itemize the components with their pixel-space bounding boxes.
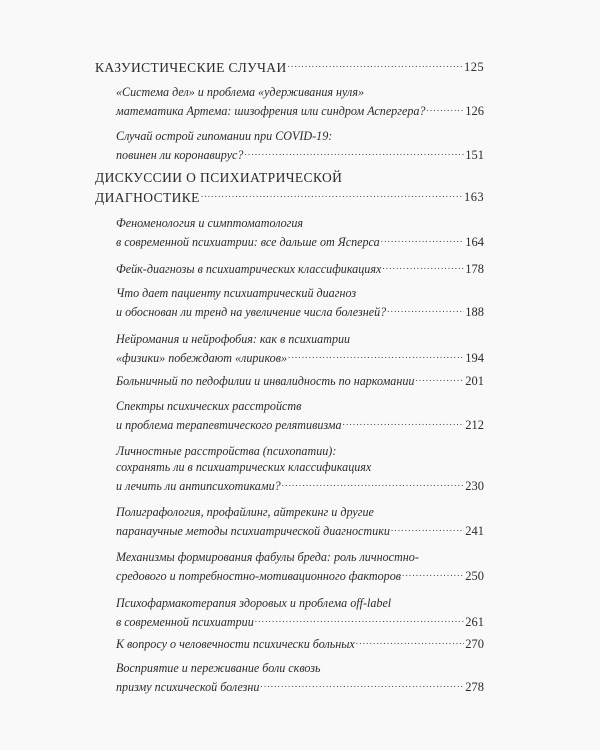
- toc-section-casuistic: [95, 56, 484, 76]
- page-number: 230: [465, 479, 484, 493]
- entry-title-line: Спектры психических расстройств: [116, 399, 302, 413]
- page-number: 201: [465, 374, 484, 388]
- entry-title-line: «Система дел» и проблема «удерживания нуля»: [116, 85, 364, 99]
- page-number: 151: [465, 148, 484, 162]
- toc-entry: [95, 370, 484, 389]
- dot-leader: [260, 676, 464, 692]
- page-number: 164: [465, 235, 484, 249]
- entry-title-line: и проблема терапевтического релятивизма: [116, 418, 342, 432]
- toc-entry: [95, 215, 484, 250]
- page-number: 163: [464, 190, 484, 204]
- entry-title-line: Феноменология и симптоматология: [116, 216, 304, 230]
- entry-title-line: математика Артема: шизофрения или синдром Аспергера?: [116, 104, 426, 118]
- entry-title-line: повинен ли коронавирус?: [116, 148, 244, 162]
- dot-leader: [402, 565, 464, 581]
- entry-title-line: призму психической болезни: [116, 680, 260, 694]
- toc-entry: [95, 285, 484, 320]
- section-title-line: ДИАГНОСТИКЕ: [95, 190, 200, 205]
- entry-title-line: в современной психиатрии: [116, 615, 254, 629]
- page-number: 126: [465, 104, 484, 118]
- toc-section-diagnostics: [95, 169, 484, 206]
- toc-entry: [95, 595, 484, 630]
- dot-leader: [255, 611, 465, 627]
- page-number: 178: [465, 262, 484, 276]
- entry-title-line: сохранять ли в психиатрических классификациях: [116, 460, 372, 474]
- entry-title-line: в современной психиатрии: все дальше от Ясперса: [116, 235, 380, 249]
- toc-entry: [95, 504, 484, 539]
- entry-title-line: Что дает пациенту психиатрический диагноз: [116, 286, 357, 300]
- entry-title-line: К вопросу о человечности психически больных: [116, 637, 355, 651]
- entry-title-line: Случай острой гипомании при COVID-19:: [116, 129, 333, 143]
- page-number: 125: [464, 60, 484, 74]
- page-number: 241: [465, 524, 484, 538]
- toc-entry: [95, 84, 484, 119]
- toc-entry: [95, 258, 484, 277]
- dot-leader: [381, 231, 465, 247]
- dot-leader: [288, 347, 464, 363]
- entry-title-line: Психофармакотерапия здоровых и проблема off-label: [116, 596, 392, 610]
- toc-entry: [95, 633, 484, 652]
- dot-leader: [356, 633, 464, 649]
- page-number: 212: [465, 418, 484, 432]
- entry-title-line: и обоснован ли тренд на увеличение числа болезней?: [116, 305, 387, 319]
- dot-leader: [415, 370, 464, 386]
- page-number: 278: [465, 680, 484, 694]
- toc-entry: [95, 398, 484, 433]
- page-number: 194: [465, 351, 484, 365]
- entry-title-line: Больничный по педофилии и инвалидность по наркомании: [116, 374, 415, 388]
- entry-title-line: и лечить ли антипсихотиками?: [116, 479, 281, 493]
- entry-title-line: Личностные расстройства (психопатии):: [116, 444, 337, 458]
- entry-title-line: Нейромания и нейрофобия: как в психиатрии: [116, 332, 351, 346]
- toc-entry: [95, 660, 484, 695]
- entry-title-line: Механизмы формирования фабулы бреда: роль личностно-: [116, 550, 419, 564]
- page-number: 250: [465, 569, 484, 583]
- dot-leader: [382, 258, 464, 274]
- dot-leader: [387, 301, 464, 317]
- dot-leader: [282, 475, 465, 491]
- entry-title-line: «физики» побеждают «лириков»: [116, 351, 288, 365]
- toc-entry: [95, 128, 484, 163]
- entry-title-line: Восприятие и переживание боли сквозь: [116, 661, 321, 675]
- dot-leader: [201, 186, 463, 203]
- dot-leader: [426, 100, 464, 116]
- toc-entry: [95, 331, 484, 366]
- dot-leader: [391, 520, 464, 536]
- entry-title-line: Полиграфология, профайлинг, айтрекинг и другие: [116, 505, 374, 519]
- toc-entry: [95, 549, 484, 584]
- entry-title-line: средового и потребностно-мотивационного факторов: [116, 569, 402, 583]
- dot-leader: [244, 144, 464, 160]
- toc-entry: [95, 443, 484, 494]
- dot-leader: [343, 414, 465, 430]
- dot-leader: [288, 56, 463, 73]
- section-title-line: ДИСКУССИИ О ПСИХИАТРИЧЕСКОЙ: [95, 170, 343, 185]
- page-number: 270: [465, 637, 484, 651]
- page-number: 188: [465, 305, 484, 319]
- page-number: 261: [465, 615, 484, 629]
- entry-title-line: Фейк-диагнозы в психиатрических классификациях: [116, 262, 382, 276]
- section-title: КАЗУИСТИЧЕСКИЕ СЛУЧАИ: [95, 60, 287, 75]
- entry-title-line: паранаучные методы психиатрической диагностики: [116, 524, 390, 538]
